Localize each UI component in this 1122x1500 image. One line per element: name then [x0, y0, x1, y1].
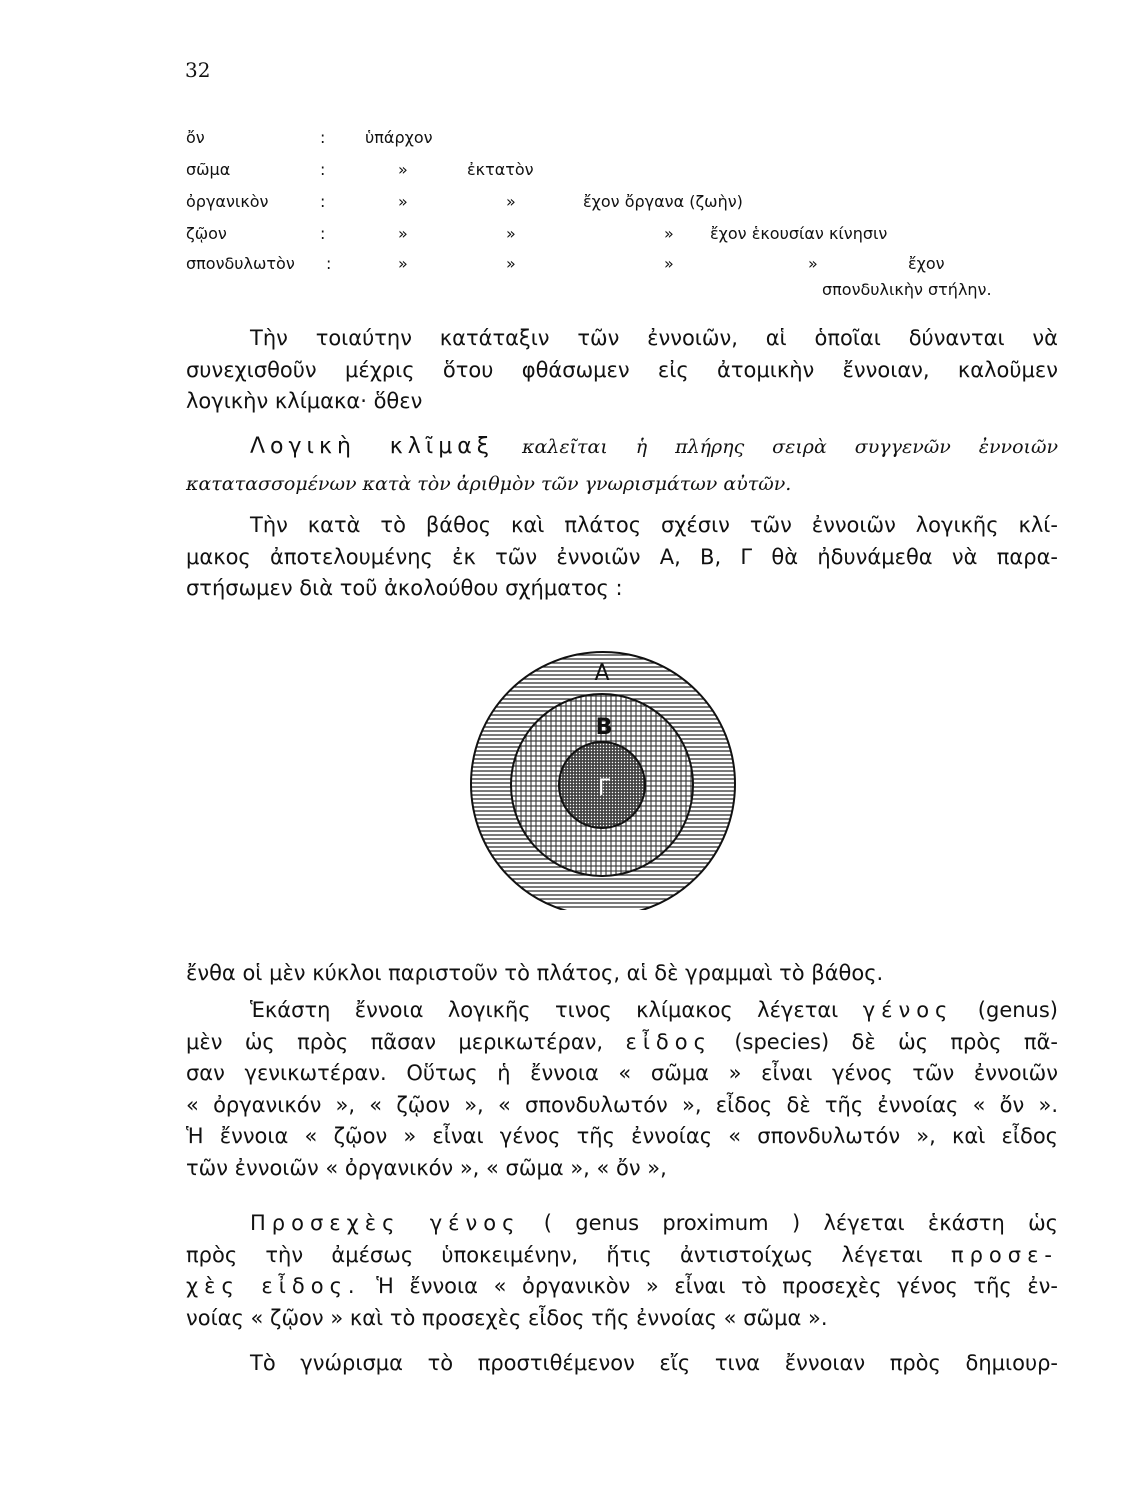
text-run: πρὸς τὴν ἀμέσως ὑποκειμένην, ἥτις ἀντιστοίχως λέγεται	[186, 1242, 923, 1267]
classification-cell: »	[506, 192, 516, 211]
classification-colon: :	[320, 160, 326, 179]
text-line: λογικὴν κλίμακα· ὅθεν	[186, 389, 423, 413]
text-line	[186, 995, 1058, 1027]
text-run: Ἡ ἔννοια « ὀργανικὸν » εἶναι τὸ προσεχὲς γένος τῆς ἐν-	[376, 1274, 1058, 1298]
paragraph-attribute	[186, 1348, 1058, 1380]
classification-term: ὀργανικὸν	[186, 192, 269, 211]
text-run: (species) δὲ ὡς πρὸς πᾶ-	[734, 1029, 1058, 1054]
term-proximate-genus: Προσεχὲς γένος	[250, 1211, 521, 1235]
classification-cell: ἐκτατὸν	[467, 160, 534, 179]
text-line: κατατασσομένων κατὰ τὸν ἀριθμὸν τῶν γνωρισμάτων αὐτῶν.	[186, 473, 792, 495]
classification-cell: »	[398, 224, 408, 243]
classification-term: ὄν	[186, 128, 205, 147]
classification-cell: »	[664, 224, 674, 243]
classification-cell: »	[398, 192, 408, 211]
paragraph-diagram-caption	[186, 958, 1058, 990]
page-number: 32	[185, 58, 211, 82]
classification-cell: »	[664, 254, 674, 273]
text-line: τῶν ἐννοιῶν « ὀργανικόν », « σῶμα », « ὄν »,	[186, 1155, 667, 1180]
paragraph-depth-width	[186, 510, 1058, 605]
classification-cell: ἔχον	[908, 254, 945, 273]
label-c: Γ	[597, 776, 611, 801]
text-line	[186, 1271, 1058, 1303]
text-run: ( genus proximum ) λέγεται ἑκάστη ὡς	[543, 1211, 1058, 1235]
paragraph-genus-species	[186, 995, 1058, 1184]
classification-cell: ἔχον ἑκουσίαν κίνησιν	[710, 224, 888, 243]
text-line: μακος ἀποτελουμένης ἐκ τῶν ἐννοιῶν Α, Β, Γ θὰ ἠδυνάμεθα νὰ παρα-	[186, 544, 1058, 569]
classification-colon: :	[320, 224, 326, 243]
text-line: Τὴν τοιαύτην κατάταξιν τῶν ἐννοιῶν, αἱ ὁποῖαι δύνανται νὰ	[250, 326, 1058, 350]
text-line: Τὸ γνώρισμα τὸ προστιθέμενον εἴς τινα ἔννοιαν πρὸς δημιουρ-	[250, 1351, 1058, 1375]
classification-cell: »	[506, 254, 516, 273]
classification-term: ζῷον	[186, 224, 227, 243]
classification-colon: :	[326, 254, 332, 273]
label-a: A	[594, 661, 610, 686]
text-line: σαν γενικωτέραν. Οὕτως ἡ ἔννοια « σῶμα » εἶναι γένος τῶν ἐννοιῶν	[186, 1061, 1058, 1085]
text-line: νοίας « ζῷον » καὶ τὸ προσεχὲς εἶδος τῆς ἐννοίας « σῶμα ».	[186, 1305, 828, 1330]
paragraph-logical-scale-intro	[186, 323, 1058, 418]
definition-term: Λογικὴ κλῖμαξ	[250, 434, 495, 459]
text-line: συνεχισθοῦν μέχρις ὅτου φθάσωμεν εἰς ἀτομικὴν ἔννοιαν, καλοῦμεν	[186, 357, 1058, 382]
classification-last-line: σπονδυλικὴν στήλην.	[822, 280, 992, 299]
text-line: στήσωμεν διὰ τοῦ ἀκολούθου σχήματος :	[186, 576, 623, 600]
definition-logical-scale	[186, 428, 1058, 503]
paragraph-proximate-genus	[186, 1208, 1058, 1334]
text-line	[186, 1027, 1058, 1059]
classification-cell: ἔχον ὄργανα (ζωὴν)	[583, 192, 743, 211]
classification-colon: :	[320, 128, 326, 147]
term-proximate-species-end: χὲς εἶδος.	[186, 1274, 361, 1298]
classification-cell: »	[506, 224, 516, 243]
term-species: εἶδος	[625, 1029, 712, 1054]
classification-term: σῶμα	[186, 160, 231, 179]
text-line	[186, 1208, 1058, 1240]
classification-cell: ὑπάρχον	[365, 128, 433, 147]
concentric-circles-diagram	[440, 650, 800, 910]
text-line: ἔνθα οἱ μὲν κύκλοι παριστοῦν τὸ πλάτος, αἱ δὲ γραμμαὶ τὸ βάθος.	[186, 961, 884, 985]
text-line	[186, 1240, 1058, 1272]
text-line: Τὴν κατὰ τὸ βάθος καὶ πλάτος σχέσιν τῶν ἐννοιῶν λογικῆς κλί-	[250, 513, 1058, 537]
text-line: « ὀργανικόν », « ζῷον », « σπονδυλωτόν », εἶδος δὲ τῆς ἐννοίας « ὄν ».	[186, 1092, 1058, 1117]
text-line	[186, 428, 1058, 466]
text-run: (genus)	[977, 998, 1058, 1022]
classification-cell: »	[398, 254, 408, 273]
classification-colon: :	[320, 192, 326, 211]
term-genus: γένος	[862, 998, 954, 1022]
term-proximate-species: προσε-	[950, 1242, 1058, 1267]
classification-term: σπονδυλωτὸν	[186, 254, 295, 273]
classification-cell: »	[808, 254, 818, 273]
text-run: Ἑκάστη ἔννοια λογικῆς τινος κλίμακος λέγεται	[250, 998, 839, 1022]
label-b: B	[595, 715, 613, 740]
text-line: Ἡ ἔννοια « ζῷον » εἶναι γένος τῆς ἐννοίας « σπονδυλωτόν », καὶ εἶδος	[186, 1124, 1058, 1148]
text-run: μὲν ὡς πρὸς πᾶσαν μερικωτέραν,	[186, 1029, 604, 1054]
classification-cell: »	[398, 160, 408, 179]
definition-text: καλεῖται ἡ πλήρης σειρὰ συγγενῶν ἐννοιῶν	[522, 436, 1058, 458]
